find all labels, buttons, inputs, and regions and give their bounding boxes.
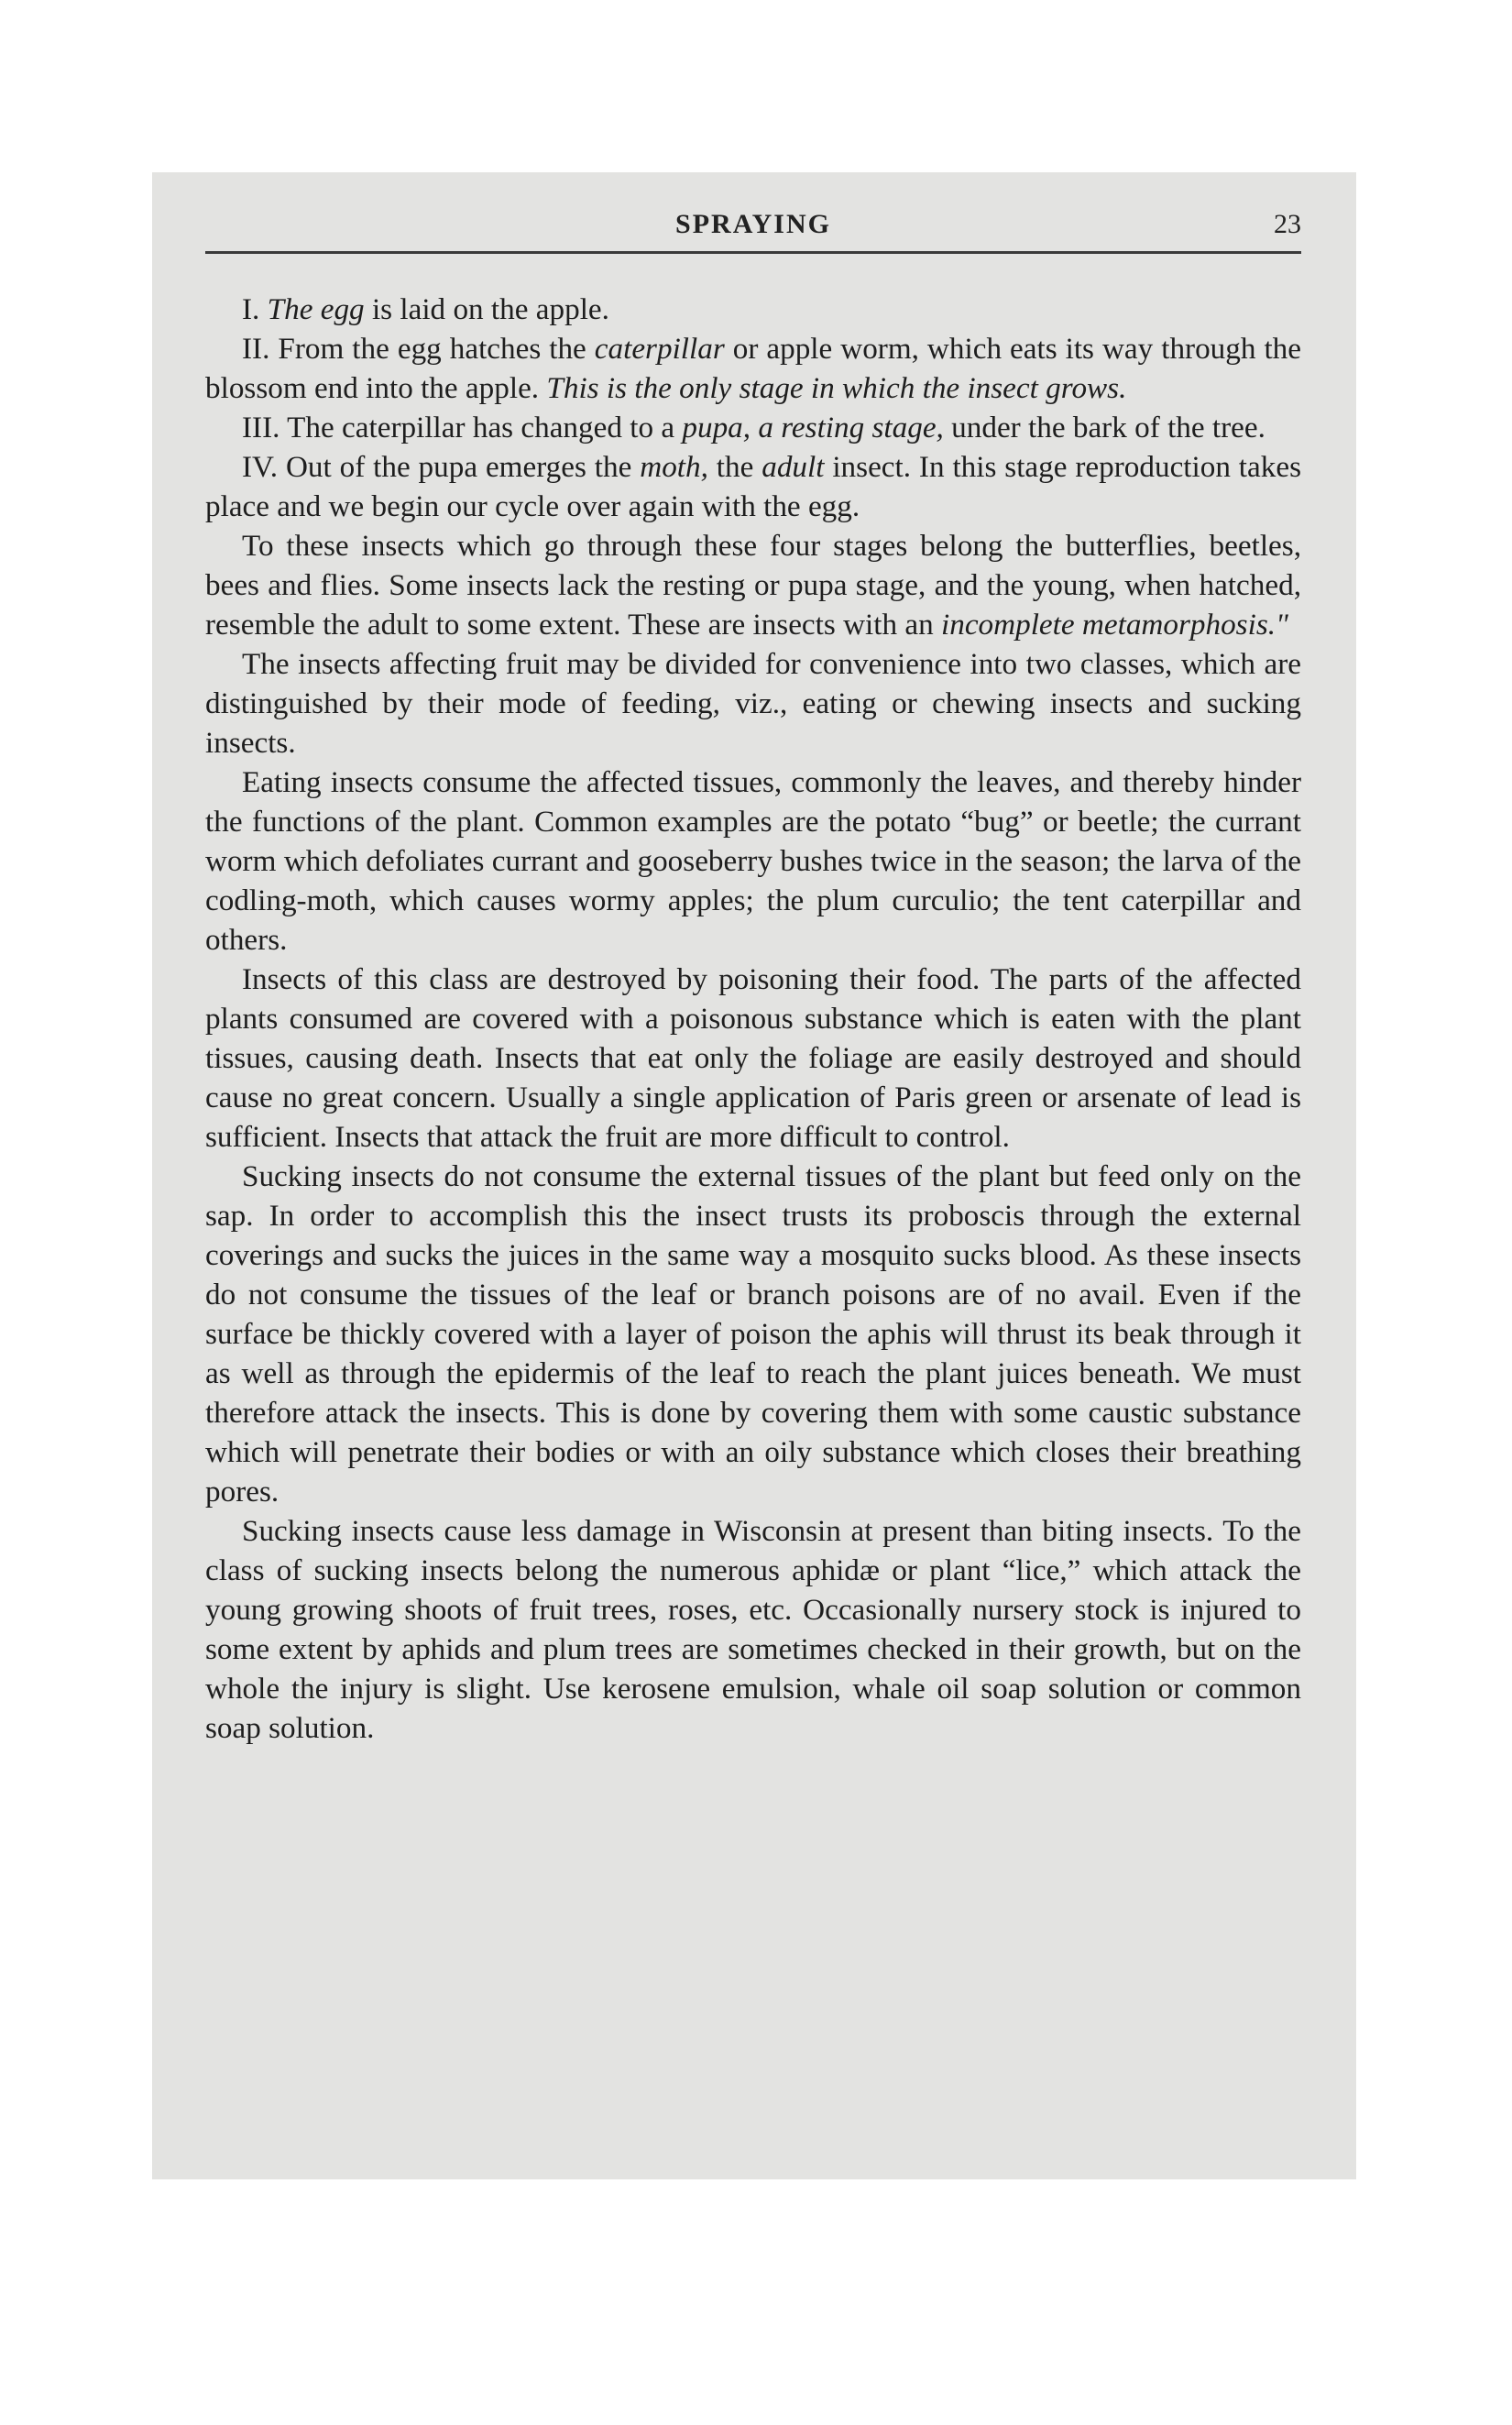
- stage-text: or apple worm, which eats its way through the blossom end into the apple.: [205, 332, 1301, 405]
- stage-text: the: [707, 450, 762, 484]
- stage-text: From the egg hatches the: [278, 332, 595, 366]
- page-body: [205, 290, 1301, 1748]
- sucking-insects-paragraph: Sucking insects do not consume the external tissues of the plant but feed only on the sap. In order to accomplish this the insect trusts its proboscis through the external coverings and sucks the juices in the same way a mosquito sucks blood. As these insects do not consume the tissues of the leaf or branch poisons are of no avail. Even if the surface be thickly covered with a layer of poison the aphis will thrust its beak through it as well as through the epidermis of the leaf to reach the plant juices beneath. We must therefore attack the insects. This is done by covering them with some caustic substance which will penetrate their bodies or with an oily substance which closes their breathing pores.: [205, 1159, 1301, 1509]
- stage-numeral: I.: [242, 292, 260, 326]
- stage-text: is laid on the apple.: [364, 292, 609, 326]
- stage-text-italic: adult: [761, 450, 825, 484]
- stage-2-paragraph: [205, 329, 1301, 408]
- stage-text: insect. In this stage reproduction takes place and we begin our cycle over again with the egg.: [205, 450, 1301, 523]
- stage-text: The caterpillar has changed to a: [287, 411, 683, 444]
- stage-numeral: II.: [242, 332, 270, 366]
- stage-text-italic: The egg: [267, 292, 365, 326]
- running-title: SPRAYING: [675, 209, 831, 239]
- eating-insects-paragraph: Eating insects consume the affected tissues, commonly the leaves, and thereby hinder the functions of the plant. Common examples are the potato “bug” or beetle; the currant worm which defoliates currant and gooseberry bushes twice in the season; the larva of the codling-moth, which causes wormy apples; the plum curculio; the tent caterpillar and others.: [205, 765, 1301, 957]
- page-header: [205, 205, 1301, 254]
- book-page: [152, 172, 1356, 2179]
- stage-text-italic: This is the only stage in which the insect grows.: [546, 371, 1127, 405]
- damage-paragraph: Sucking insects cause less damage in Wisconsin at present than biting insects. To the class of sucking insects belong the numerous aphidæ or plant “lice,” which attack the young growing shoots of fruit trees, roses, etc. Occasionally nursery stock is injured to some extent by aphids and plum trees are sometimes checked in their growth, but on the whole the injury is slight. Use kerosene emulsion, whale oil soap solution or common soap solution.: [205, 1514, 1301, 1745]
- stage-text: under the bark of the tree.: [943, 411, 1265, 444]
- stage-numeral: IV.: [242, 450, 279, 484]
- stage-text-italic: pupa, a resting stage,: [682, 411, 944, 444]
- page-number: 23: [1274, 209, 1301, 239]
- metamorphosis-paragraph: [205, 526, 1301, 644]
- poisoning-paragraph: Insects of this class are destroyed by poisoning their food. The parts of the affected plants consumed are covered with a poisonous substance which is eaten with the plant tissues, causing death. Insects that eat only the foliage are easily destroyed and should cause no great concern. Usually a single application of Paris green or arsenate of lead is sufficient. Insects that attack the fruit are more difficult to control.: [205, 962, 1301, 1154]
- paragraph-text: To these insects which go through these four stages belong the butterflies, beetles, bees and flies. Some insects lack the resting or pupa stage, and the young, when hatched, resemble the adult to some extent. These are insects with an: [205, 529, 1301, 642]
- stage-numeral: III.: [242, 411, 280, 444]
- stage-text: Out of the pupa emerges the: [285, 450, 641, 484]
- paragraph-text-italic: incomplete metamorphosis.": [941, 608, 1288, 642]
- stage-text-italic: moth,: [640, 450, 708, 484]
- stage-1-paragraph: [205, 290, 1301, 329]
- stage-text-italic: caterpillar: [594, 332, 725, 366]
- stage-4-paragraph: [205, 447, 1301, 526]
- stage-3-paragraph: [205, 408, 1301, 447]
- classes-paragraph: The insects affecting fruit may be divided for convenience into two classes, which are distinguished by their mode of feeding, viz., eating or chewing insects and sucking insects.: [205, 647, 1301, 760]
